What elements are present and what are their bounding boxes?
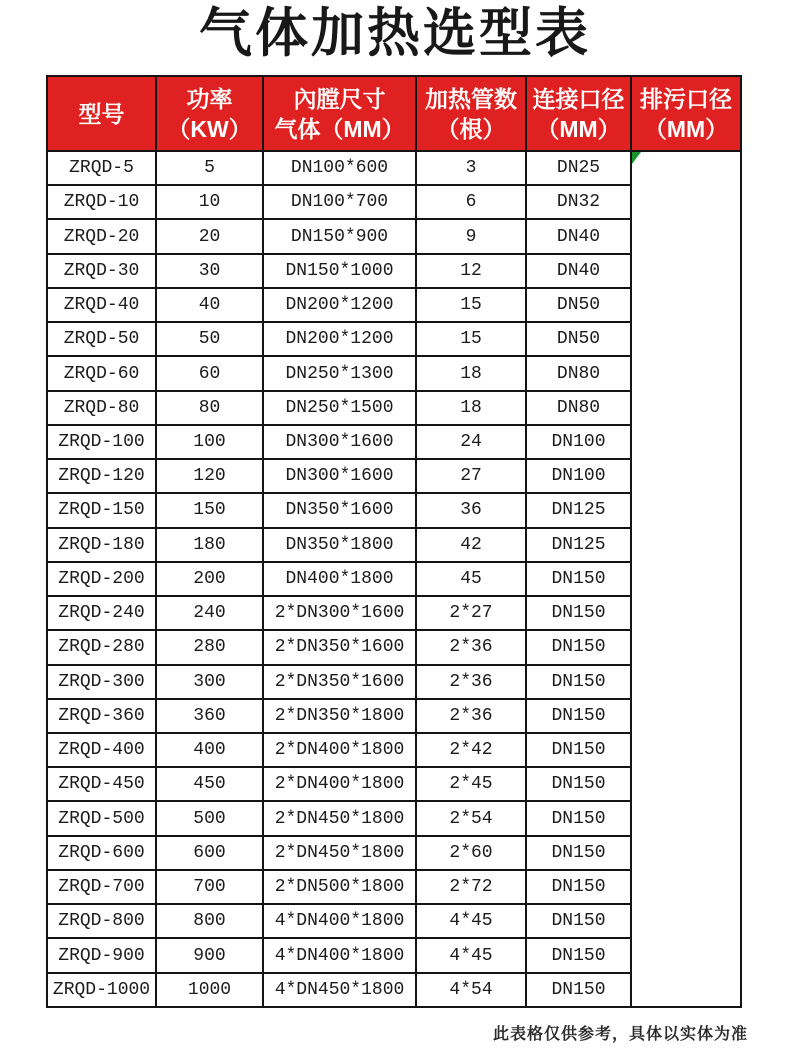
cell-chamber: 2*DN400*1800	[263, 767, 416, 801]
cell-tubes: 15	[416, 288, 526, 322]
cell-power: 280	[156, 630, 263, 664]
cell-model: ZRQD-200	[47, 562, 156, 596]
cell-tubes: 2*36	[416, 665, 526, 699]
cell-model: ZRQD-280	[47, 630, 156, 664]
cell-connection: DN150	[526, 665, 631, 699]
page-title: 气体加热选型表	[199, 4, 591, 63]
column-header-model	[47, 76, 156, 151]
cell-power: 120	[156, 459, 263, 493]
cell-connection: DN50	[526, 288, 631, 322]
cell-connection: DN150	[526, 562, 631, 596]
cell-connection: DN150	[526, 596, 631, 630]
cell-model: ZRQD-400	[47, 733, 156, 767]
cell-tubes: 9	[416, 219, 526, 253]
cell-chamber: DN300*1600	[263, 459, 416, 493]
cell-model: ZRQD-40	[47, 288, 156, 322]
cell-power: 500	[156, 801, 263, 835]
column-header-label: 加热管数	[425, 85, 517, 112]
cell-tubes: 24	[416, 425, 526, 459]
cell-power: 450	[156, 767, 263, 801]
cell-chamber: DN100*700	[263, 185, 416, 219]
cell-power: 150	[156, 493, 263, 527]
cell-tubes: 2*42	[416, 733, 526, 767]
header-row	[47, 76, 741, 151]
cell-chamber: 2*DN450*1800	[263, 836, 416, 870]
cell-connection: DN150	[526, 870, 631, 904]
cell-connection: DN50	[526, 322, 631, 356]
cell-chamber: 2*DN500*1800	[263, 870, 416, 904]
column-header-label: 型号	[78, 100, 125, 127]
cell-connection: DN80	[526, 356, 631, 390]
cell-tubes: 4*45	[416, 938, 526, 972]
cell-chamber: 2*DN400*1800	[263, 733, 416, 767]
cell-model: ZRQD-50	[47, 322, 156, 356]
cell-chamber: 4*DN400*1800	[263, 904, 416, 938]
cell-tubes: 36	[416, 493, 526, 527]
cell-connection: DN125	[526, 493, 631, 527]
cell-chamber: DN250*1500	[263, 391, 416, 425]
column-header-chamber	[263, 76, 416, 151]
cell-model: ZRQD-80	[47, 391, 156, 425]
cell-connection: DN150	[526, 733, 631, 767]
cell-chamber: DN300*1600	[263, 425, 416, 459]
cell-power: 80	[156, 391, 263, 425]
cell-model: ZRQD-30	[47, 254, 156, 288]
cell-model: ZRQD-600	[47, 836, 156, 870]
cell-tubes: 45	[416, 562, 526, 596]
cell-chamber: DN200*1200	[263, 288, 416, 322]
drain-merged-cell	[631, 151, 741, 1007]
cell-power: 240	[156, 596, 263, 630]
cell-connection: DN150	[526, 938, 631, 972]
cell-tubes: 2*60	[416, 836, 526, 870]
cell-connection: DN150	[526, 767, 631, 801]
cell-power: 60	[156, 356, 263, 390]
cell-chamber: DN350*1800	[263, 528, 416, 562]
cell-chamber: 4*DN450*1800	[263, 973, 416, 1007]
cell-power: 30	[156, 254, 263, 288]
cell-connection: DN150	[526, 630, 631, 664]
column-header-tubes	[416, 76, 526, 151]
cell-power: 40	[156, 288, 263, 322]
cell-power: 360	[156, 699, 263, 733]
table-header	[47, 76, 741, 151]
cell-power: 20	[156, 219, 263, 253]
cell-model: ZRQD-5	[47, 151, 156, 185]
cell-connection: DN40	[526, 254, 631, 288]
cell-model: ZRQD-450	[47, 767, 156, 801]
cell-model: ZRQD-300	[47, 665, 156, 699]
cell-model: ZRQD-500	[47, 801, 156, 835]
cell-model: ZRQD-150	[47, 493, 156, 527]
cell-tubes: 2*45	[416, 767, 526, 801]
cell-chamber: DN150*1000	[263, 254, 416, 288]
cell-power: 1000	[156, 973, 263, 1007]
cell-model: ZRQD-700	[47, 870, 156, 904]
cell-chamber: 4*DN400*1800	[263, 938, 416, 972]
cell-power: 800	[156, 904, 263, 938]
cell-power: 5	[156, 151, 263, 185]
cell-tubes: 2*72	[416, 870, 526, 904]
column-header-power	[156, 76, 263, 151]
column-header-label: （KW）	[167, 115, 252, 142]
cell-power: 400	[156, 733, 263, 767]
cell-tubes: 3	[416, 151, 526, 185]
cell-connection: DN125	[526, 528, 631, 562]
cell-model: ZRQD-360	[47, 699, 156, 733]
cell-connection: DN150	[526, 699, 631, 733]
column-header-label: （根）	[436, 115, 506, 142]
cell-chamber: DN400*1800	[263, 562, 416, 596]
cell-model: ZRQD-20	[47, 219, 156, 253]
table-body	[47, 151, 741, 1007]
cell-tubes: 6	[416, 185, 526, 219]
cell-model: ZRQD-180	[47, 528, 156, 562]
cell-tubes: 12	[416, 254, 526, 288]
cell-chamber: 2*DN350*1600	[263, 630, 416, 664]
cell-connection: DN100	[526, 425, 631, 459]
cell-model: ZRQD-900	[47, 938, 156, 972]
cell-model: ZRQD-60	[47, 356, 156, 390]
cell-connection: DN150	[526, 904, 631, 938]
cell-power: 900	[156, 938, 263, 972]
cell-chamber: 2*DN350*1800	[263, 699, 416, 733]
cell-model: ZRQD-240	[47, 596, 156, 630]
column-header-label: （MM）	[536, 115, 621, 142]
cell-power: 700	[156, 870, 263, 904]
table-row	[47, 151, 741, 185]
cell-connection: DN25	[526, 151, 631, 185]
cell-tubes: 2*27	[416, 596, 526, 630]
cell-tubes: 2*36	[416, 699, 526, 733]
cell-chamber: 2*DN350*1600	[263, 665, 416, 699]
cell-model: ZRQD-120	[47, 459, 156, 493]
cell-tubes: 2*36	[416, 630, 526, 664]
cell-power: 600	[156, 836, 263, 870]
cell-tubes: 4*54	[416, 973, 526, 1007]
column-header-connection	[526, 76, 631, 151]
cell-model: ZRQD-100	[47, 425, 156, 459]
cell-chamber: 2*DN450*1800	[263, 801, 416, 835]
cell-chamber: DN150*900	[263, 219, 416, 253]
column-header-drain	[631, 76, 741, 151]
cell-power: 10	[156, 185, 263, 219]
cell-chamber: DN250*1300	[263, 356, 416, 390]
cell-tubes: 15	[416, 322, 526, 356]
cell-connection: DN150	[526, 801, 631, 835]
cell-connection: DN40	[526, 219, 631, 253]
column-header-label: 排污口径	[640, 85, 732, 112]
cell-connection: DN80	[526, 391, 631, 425]
column-header-label: 功率	[186, 85, 233, 112]
cell-tubes: 18	[416, 391, 526, 425]
cell-connection: DN32	[526, 185, 631, 219]
footer-note: 此表格仅供参考，具体以实体为准	[492, 1026, 748, 1043]
spec-table	[46, 75, 742, 1008]
cell-power: 180	[156, 528, 263, 562]
column-header-label: 连接口径	[532, 85, 625, 112]
cell-model: ZRQD-1000	[47, 973, 156, 1007]
column-header-label: 內膛尺寸	[293, 85, 386, 112]
cell-power: 300	[156, 665, 263, 699]
cell-tubes: 2*54	[416, 801, 526, 835]
column-header-label: 气体（MM）	[274, 115, 405, 142]
cell-power: 50	[156, 322, 263, 356]
cell-chamber: DN350*1600	[263, 493, 416, 527]
cell-connection: DN150	[526, 973, 631, 1007]
column-header-label: （MM）	[643, 115, 729, 142]
cell-tubes: 4*45	[416, 904, 526, 938]
cell-tubes: 27	[416, 459, 526, 493]
cell-model: ZRQD-10	[47, 185, 156, 219]
cell-chamber: 2*DN300*1600	[263, 596, 416, 630]
cell-model: ZRQD-800	[47, 904, 156, 938]
cell-power: 200	[156, 562, 263, 596]
cell-chamber: DN100*600	[263, 151, 416, 185]
cell-chamber: DN200*1200	[263, 322, 416, 356]
cell-connection: DN100	[526, 459, 631, 493]
cell-connection: DN150	[526, 836, 631, 870]
corner-marker-icon	[632, 152, 641, 164]
cell-tubes: 18	[416, 356, 526, 390]
cell-power: 100	[156, 425, 263, 459]
cell-tubes: 42	[416, 528, 526, 562]
